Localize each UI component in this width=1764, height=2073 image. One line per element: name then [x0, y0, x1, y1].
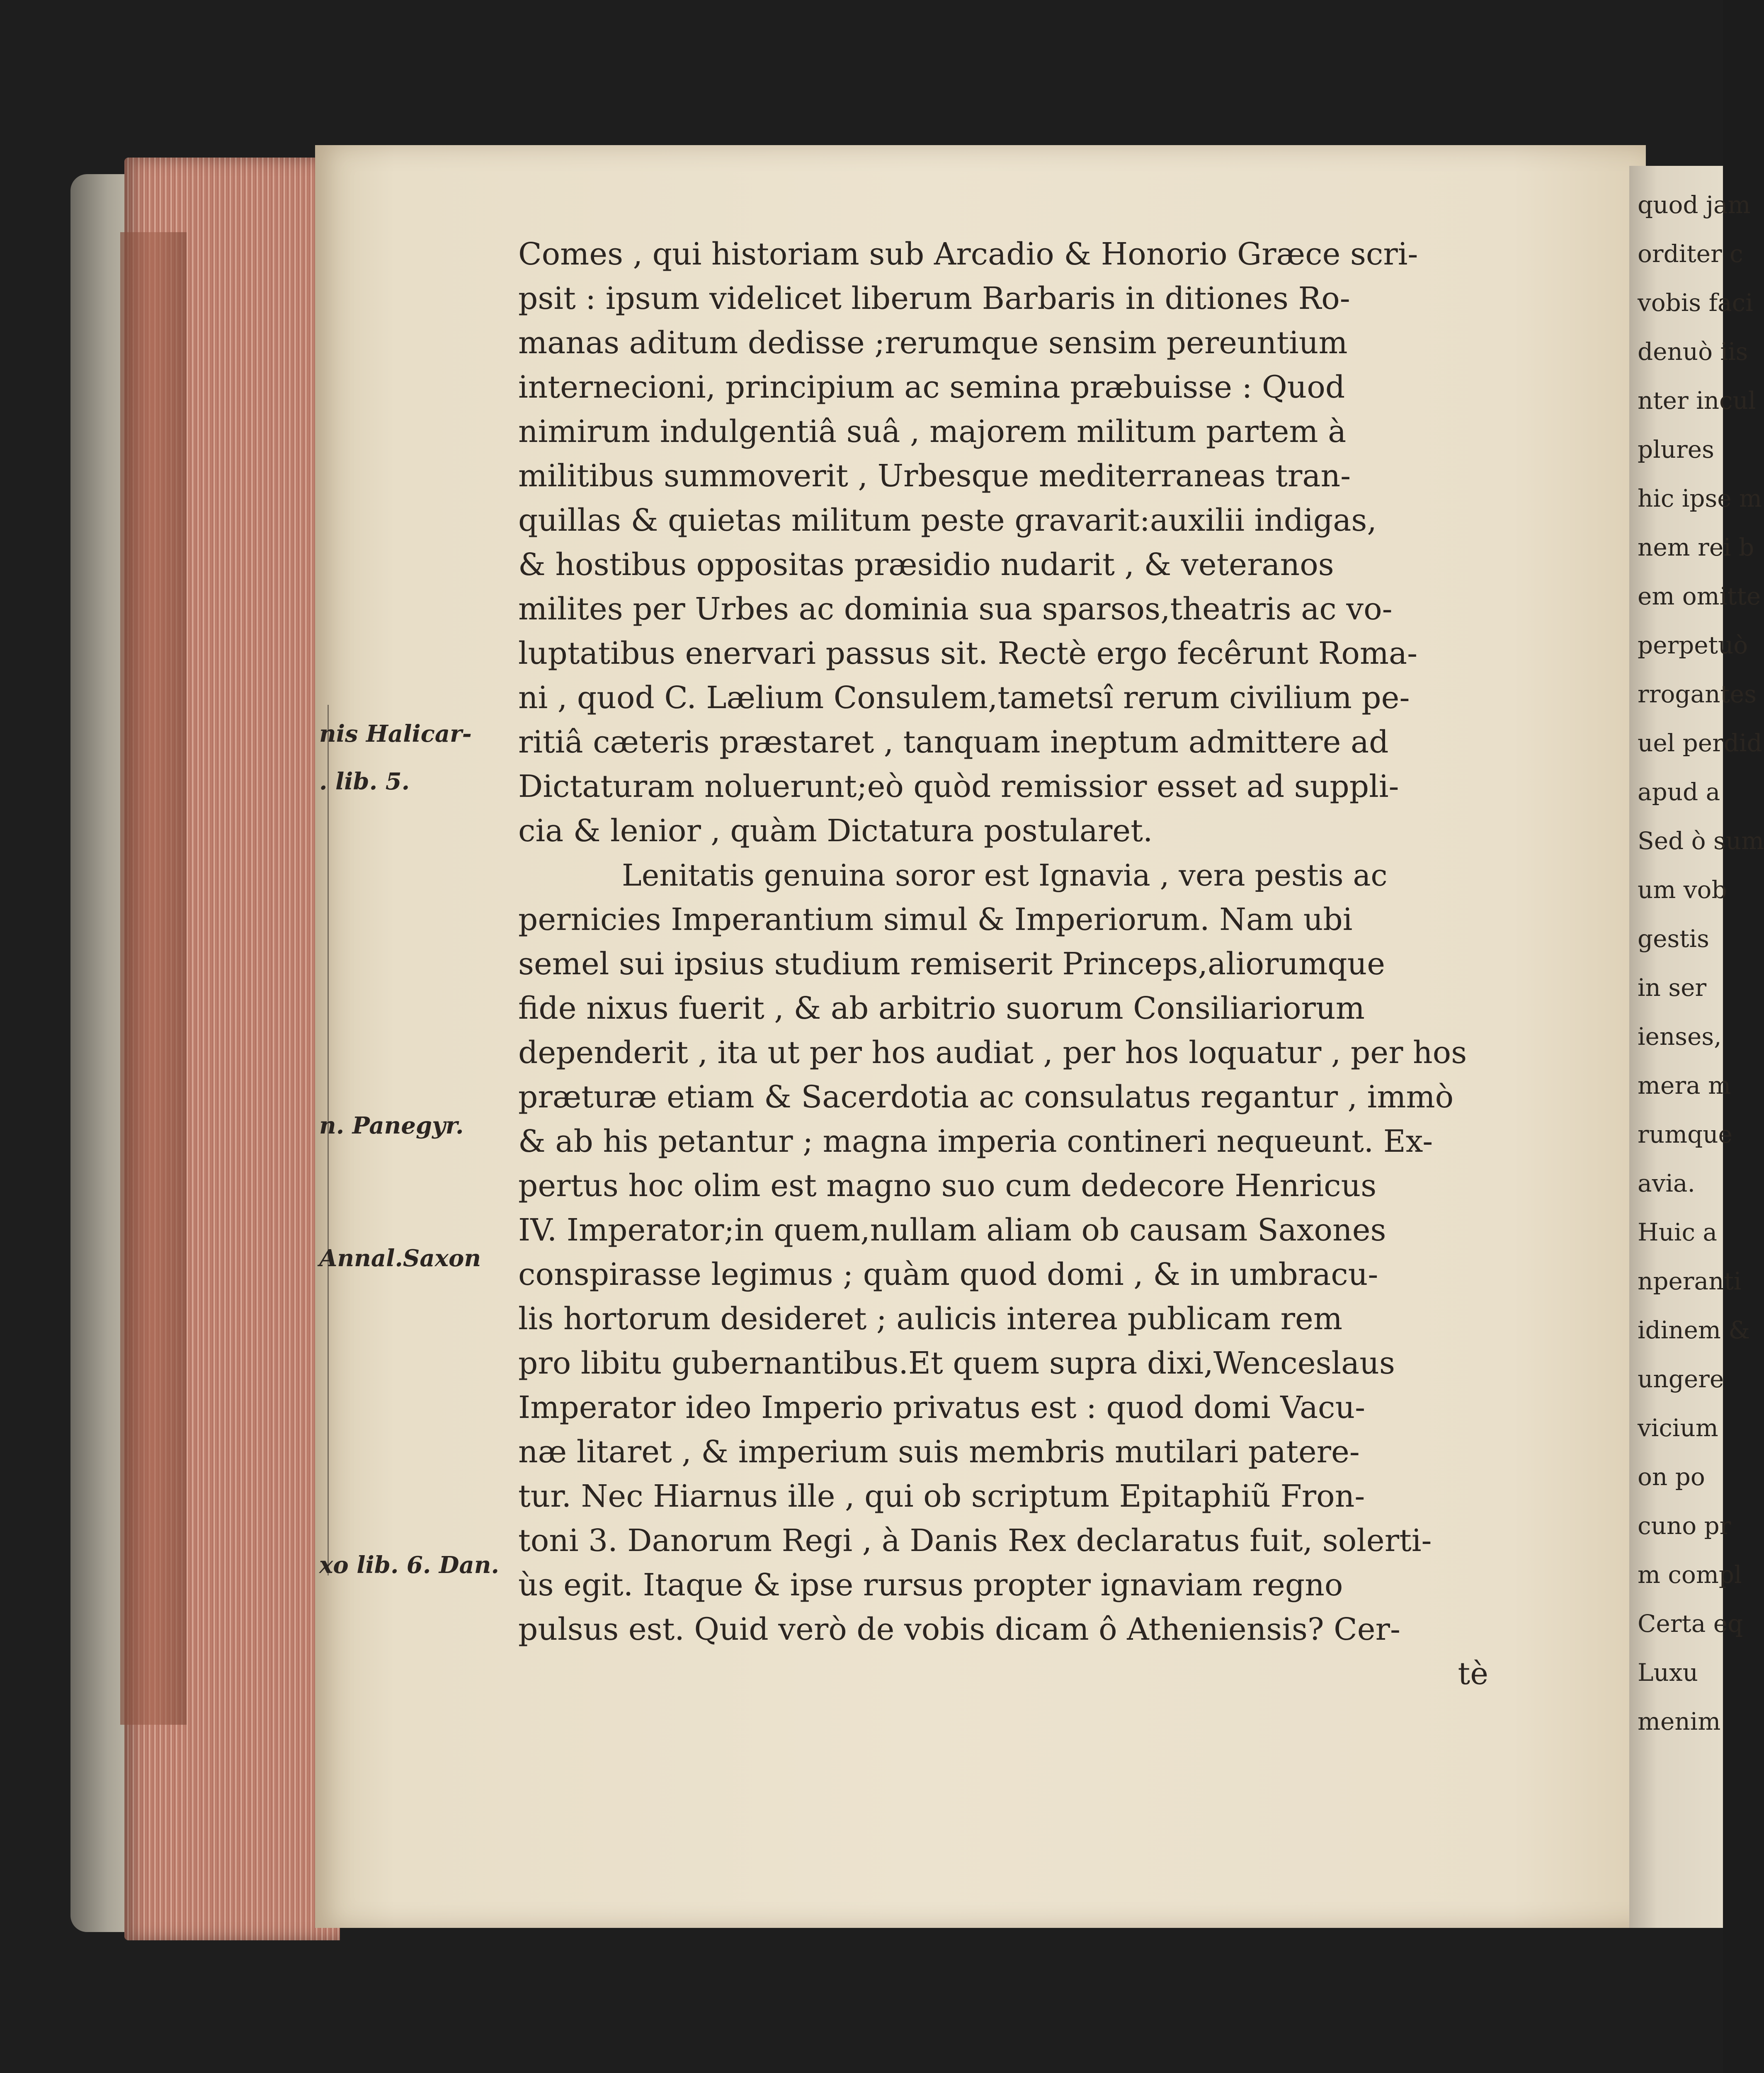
next-page-fragment: em omitte	[1638, 582, 1761, 610]
text-line: internecioni, principium ac semina præbuisse : Quod	[518, 369, 1345, 405]
next-page-fragment: quod jam	[1638, 191, 1751, 219]
margin-note: nis Halicar-	[319, 720, 472, 748]
next-page-fragment: ungere	[1638, 1365, 1724, 1393]
text-line: pro libitu gubernantibus.Et quem supra dixi,Wenceslaus	[518, 1345, 1395, 1381]
margin-note: xo lib. 6. Dan.	[319, 1551, 499, 1579]
text-line: præturæ etiam & Sacerdotia ac consulatus regantur , immò	[518, 1079, 1454, 1115]
text-line: ni , quod C. Lælium Consulem,tametsî rerum civilium pe-	[518, 680, 1410, 716]
next-page-fragment: on po	[1638, 1463, 1705, 1491]
margin-note: n. Panegyr.	[319, 1112, 464, 1139]
text-line: Imperator ideo Imperio privatus est : quod domi Vacu-	[518, 1390, 1366, 1425]
text-line: semel sui ipsius studium remiserit Princeps,aliorumque	[518, 946, 1385, 982]
next-page-fragment: Certa eq	[1638, 1609, 1743, 1638]
text-line: psit : ipsum videlicet liberum Barbaris in ditiones Ro-	[518, 281, 1350, 316]
text-line: pertus hoc olim est magno suo cum dedecore Henricus	[518, 1168, 1377, 1204]
text-line: & hostibus oppositas præsidio nudarit , & veteranos	[518, 547, 1334, 583]
text-line: conspirasse legimus ; quàm quod domi , & in umbracu-	[518, 1257, 1378, 1292]
text-line: militibus summoverit , Urbesque mediterraneas tran-	[518, 458, 1351, 494]
next-page-fragment: in ser	[1638, 973, 1707, 1002]
next-page-fragment: perpetuò	[1638, 631, 1748, 659]
text-line: næ litaret , & imperium suis membris mutilari patere-	[518, 1434, 1360, 1470]
next-page-fragment: nperanti	[1638, 1267, 1742, 1295]
page-body-text	[518, 232, 1488, 1696]
margin-note: Annal.Saxon	[319, 1245, 481, 1272]
next-page-fragment: apud a	[1638, 778, 1720, 806]
next-page-fragment: uel perdid	[1638, 729, 1762, 757]
text-line: fide nixus fuerit , & ab arbitrio suorum Consiliariorum	[518, 990, 1365, 1026]
next-page-fragment: cuno pr	[1638, 1512, 1731, 1540]
text-line: pulsus est. Quid verò de vobis dicam ô Atheniensis? Cer-	[518, 1612, 1400, 1647]
next-page-fragment: m compl	[1638, 1561, 1742, 1589]
next-page-fragment: vicium	[1638, 1414, 1718, 1442]
next-page-fragment: um vob	[1638, 876, 1727, 904]
next-page-fragment: Huic a	[1638, 1218, 1717, 1246]
text-line: pernicies Imperantium simul & Imperiorum. Nam ubi	[518, 902, 1353, 937]
text-line: quillas & quietas militum peste gravarit:auxilii indigas,	[518, 502, 1377, 538]
next-page-fragment: gestis	[1638, 925, 1709, 953]
next-page-fragment: rrogantes	[1638, 680, 1757, 708]
next-page-fragment: nter incul	[1638, 386, 1756, 415]
next-page-fragment: idinem &	[1638, 1316, 1750, 1344]
next-page-fragment: denuò iis	[1638, 337, 1748, 366]
spine-decoration	[120, 232, 187, 1725]
next-page-fragment: avia.	[1638, 1169, 1695, 1197]
text-line: Dictaturam noluerunt;eò quòd remissior esset ad suppli-	[518, 769, 1399, 804]
next-page-fragment: Sed ò sum	[1638, 827, 1764, 855]
text-line: tur. Nec Hiarnus ille , qui ob scriptum Epitaphiũ Fron-	[518, 1478, 1365, 1514]
text-line: milites per Urbes ac dominia sua sparsos,theatris ac vo-	[518, 591, 1393, 627]
text-line: ùs egit. Itaque & ipse rursus propter ignaviam regno	[518, 1567, 1343, 1603]
catchword: tè	[1458, 1656, 1488, 1692]
next-page-fragment: menim	[1638, 1707, 1721, 1736]
next-page-fragment: plures	[1638, 435, 1714, 464]
text-line: lis hortorum desideret ; aulicis interea publicam rem	[518, 1301, 1342, 1337]
margin-note: . lib. 5.	[319, 768, 410, 795]
text-line: manas aditum dedisse ;rerumque sensim pereuntium	[518, 325, 1348, 361]
text-line: toni 3. Danorum Regi , à Danis Rex declaratus fuit, solerti-	[518, 1523, 1432, 1558]
next-page-fragment: nem rei b	[1638, 533, 1754, 561]
gutter-line	[328, 705, 329, 1575]
text-line: IV. Imperator;in quem,nullam aliam ob causam Saxones	[518, 1212, 1386, 1248]
text-line: luptatibus enervari passus sit. Rectè ergo fecêrunt Roma-	[518, 636, 1418, 671]
text-line: Lenitatis genuina soror est Ignavia , vera pestis ac	[622, 858, 1388, 893]
text-line: Comes , qui historiam sub Arcadio & Honorio Græce scri-	[518, 236, 1418, 272]
next-page-fragment: mera m	[1638, 1071, 1731, 1100]
text-line: cia & lenior , quàm Dictatura postularet.	[518, 813, 1153, 849]
next-page-fragment: vobis faci	[1638, 289, 1753, 317]
next-page-fragment: rumque	[1638, 1120, 1732, 1148]
next-page-sliver	[1629, 166, 1764, 1928]
next-page-fragment: Luxu	[1638, 1658, 1698, 1687]
text-line: nimirum indulgentiâ suâ , majorem militum partem à	[518, 414, 1347, 449]
next-page-fragment: hic ipse m	[1638, 484, 1762, 512]
text-line: dependerit , ita ut per hos audiat , per hos loquatur , per hos	[518, 1035, 1467, 1070]
text-line: & ab his petantur ; magna imperia contineri nequeunt. Ex-	[518, 1124, 1433, 1159]
text-line: ritiâ cæteris præstaret , tanquam ineptum admittere ad	[518, 724, 1389, 760]
next-page-fragment: orditer c	[1638, 240, 1743, 268]
next-page-fragment: ienses,	[1638, 1022, 1722, 1051]
